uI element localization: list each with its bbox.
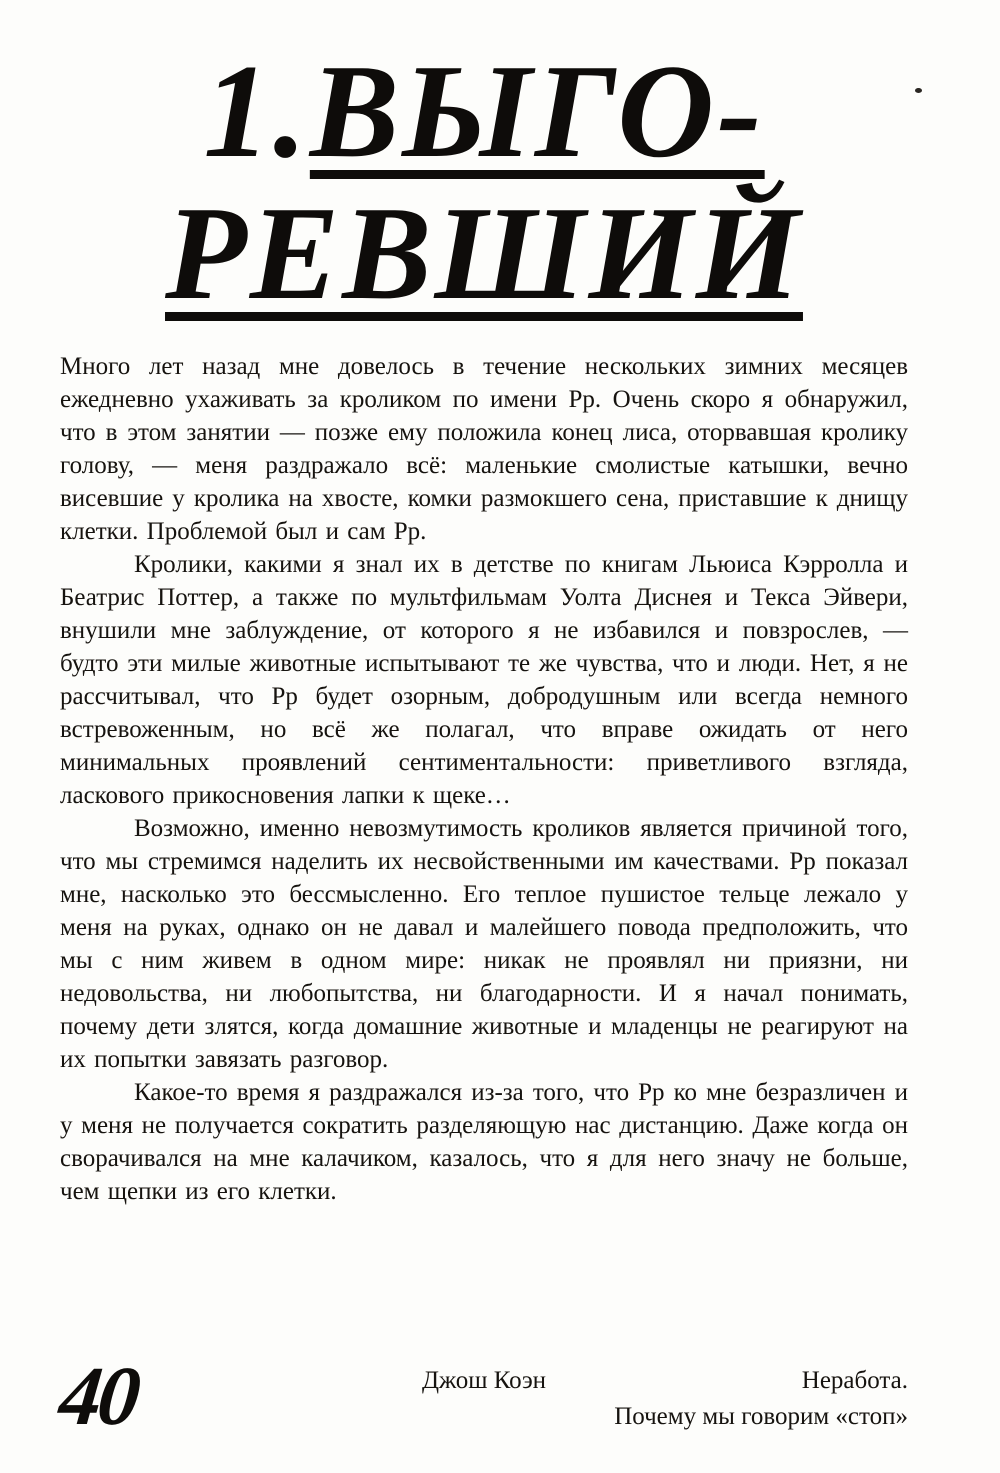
author-name: Джош Коэн <box>422 1367 547 1394</box>
book-title-line-1: Неработа. <box>801 1367 908 1394</box>
chapter-title-part-2: РЕВШИЙ <box>165 179 803 328</box>
chapter-title-part-1: ВЫГО- <box>309 37 765 185</box>
paragraph-3: Возможно, именно невозмутимость кроликов является причиной того, что мы стремимся наделить их несвойственными им качествами. Рр показал мне, насколько это бессмысленно. Его теплое пушистое тельце лежало у меня на руках, однако он не давал и малейшего повода предположить, что мы с ним живем в одном мире: никак не проявлял ни приязни, ни недовольства, ни любопытства, ни благодарности. И я начал понимать, почему дети злятся, когда домашние животные и младенцы не реагируют на их попытки завязать разговор. <box>60 815 908 1074</box>
chapter-number: 1. <box>203 37 310 185</box>
paragraph-4: Какое-то время я раздражался из-за того, что Рр ко мне безразличен и у меня не получается сократить разделяющую нас дистанцию. Даже когда он сворачивался на мне калачиком, казалось, что я для него значу не больше, чем щепки из его клетки. <box>60 1079 908 1206</box>
page-number: 40 <box>55 1350 141 1444</box>
scan-artifact-dot <box>915 88 922 93</box>
book-title-line-2: Почему мы говорим «стоп» <box>614 1403 908 1430</box>
body-text <box>60 350 908 1208</box>
colophon-row-1 <box>422 1363 908 1399</box>
chapter-title-line-1 <box>60 37 908 185</box>
paragraph-1: Много лет назад мне довелось в течение нескольких зимних месяцев ежедневно ухаживать за кроликом по имени Рр. Очень скоро я обнаружил, что в этом занятии — позже ему положила конец лиса, оторвавшая кролику голову, — меня раздражало всё: маленькие смолистые катышки, вечно висевшие у кролика на хвосте, комки размокшего сена, приставшие к днищу клетки. Проблемой был и сам Рр. <box>60 353 908 546</box>
paragraph-2: Кролики, какими я знал их в детстве по книгам Льюиса Кэрролла и Беатрис Поттер, а также по мультфильмам Уолта Диснея и Текса Эйвери, внушили мне заблуждение, от которого я не избавился и повзрослев, — будто эти милые животные испытывают те же чувства, что и люди. Нет, я не рассчитывал, что Рр будет озорным, добродушным или всегда немного встревоженным, но всё же полагал, что вправе ожидать от него минимальных проявлений сентиментальности: приветливого взгляда, ласкового прикосновения лапки к щеке… <box>60 551 908 810</box>
page-footer <box>55 1350 908 1444</box>
footer-colophon <box>422 1363 908 1435</box>
chapter-title <box>60 37 908 328</box>
